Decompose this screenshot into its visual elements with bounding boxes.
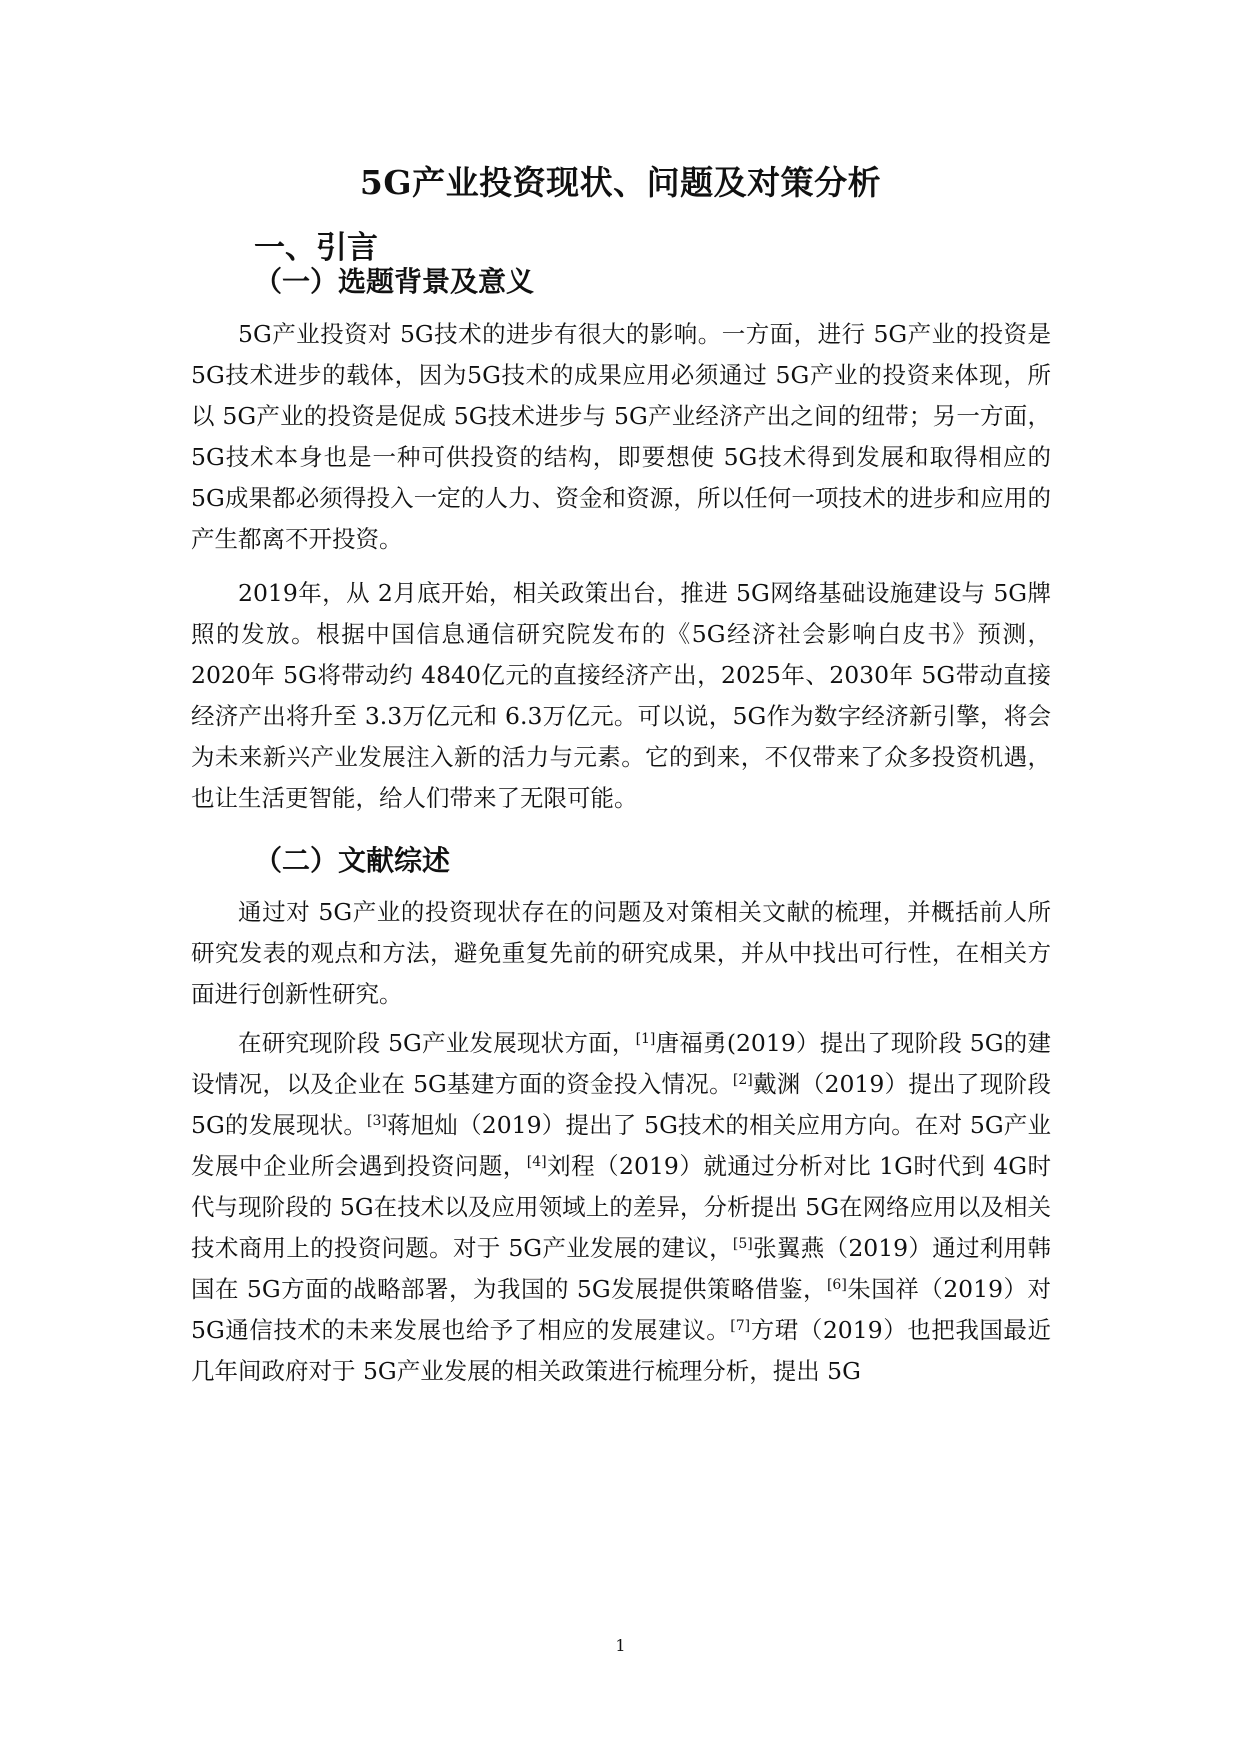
citation-ref-4: [4] — [526, 1154, 547, 1170]
section-heading-introduction: 一、引言 — [254, 230, 378, 266]
page-number: 1 — [615, 1636, 626, 1655]
text-span: 戴渊（2019）提出了现阶段 5G的发展现状。 — [191, 1070, 1051, 1139]
paragraph-literature-purpose: 通过对 5G产业的投资现状存在的问题及对策相关文献的梳理，并概括前人所研究发表的观点和方法，避免重复先前的研究成果，并从中找出可行性，在相关方面进行创新性研究。 — [191, 898, 1051, 1008]
citation-ref-7: [7] — [730, 1318, 751, 1334]
citation-ref-1: [1] — [635, 1031, 656, 1047]
citation-ref-6: [6] — [826, 1277, 847, 1293]
paragraph-policy-2019: 2019年，从 2月底开始，相关政策出台，推进 5G网络基础设施建设与 5G牌照的发放。根据中国信息通信研究院发布的《5G经济社会影响白皮书》预测，2020年 5G将带动约 4840亿元的直接经济产出，2025年、2030年 5G带动直接经济产出将升至 3.3万亿元和 6.3万亿元。可以说，5G作为数字经济新引擎，将会为未来新兴产业发展注入新的活力与元素。它的到来，不仅带来了众多投资机遇，也让生活更智能，给人们带来了无限可能。 — [191, 579, 1051, 812]
text-span: 张翼燕（2019）通过利用韩国在 5G方面的战略部署，为我国的 5G发展提供策略借鉴， — [191, 1234, 1051, 1303]
text-span: 在研究现阶段 5G产业发展现状方面， — [238, 1029, 636, 1057]
text-span: 唐福勇(2019）提出了现阶段 5G的建设情况，以及企业在 5G基建方面的资金投入情况。 — [191, 1029, 1051, 1098]
text-span: 蒋旭灿（2019）提出了 5G技术的相关应用方向。在对 5G产业发展中企业所会遇到投资问题， — [191, 1111, 1051, 1180]
subsection-heading-background: （一）选题背景及意义 — [254, 265, 535, 298]
citation-ref-2: [2] — [732, 1072, 753, 1088]
text-span: 刘程（2019）就通过分析对比 1G时代到 4G时代与现阶段的 5G在技术以及应用领域上的差异，分析提出 5G在网络应用以及相关技术商用上的投资问题。对于 5G产业发展的建议， — [191, 1152, 1051, 1262]
text-span: 朱国祥（2019）对 5G通信技术的未来发展也给予了相应的发展建议。 — [191, 1275, 1051, 1344]
document-title: 5G产业投资现状、问题及对策分析 — [359, 163, 882, 202]
paragraph-literature-details — [191, 1023, 1051, 1392]
paragraph-investment-impact: 5G产业投资对 5G技术的进步有很大的影响。一方面，进行 5G产业的投资是 5G技术进步的载体，因为5G技术的成果应用必须通过 5G产业的投资来体现，所以 5G产业的投资是促成 5G技术进步与 5G产业经济产出之间的纽带；另一方面，5G技术本身也是一种可供投资的结构，即要想使 5G技术得到发展和取得相应的 5G成果都必须得投入一定的人力、资金和资源，所以任何一项技术的进步和应用的产生都离不开投资。 — [191, 320, 1051, 553]
citation-ref-3: [3] — [367, 1113, 387, 1129]
text-span: 方珺（2019）也把我国最近几年间政府对于 5G产业发展的相关政策进行梳理分析，提出 5G — [191, 1316, 1051, 1385]
subsection-heading-literature-review: （二）文献综述 — [254, 844, 451, 877]
citation-ref-5: [5] — [732, 1236, 753, 1252]
